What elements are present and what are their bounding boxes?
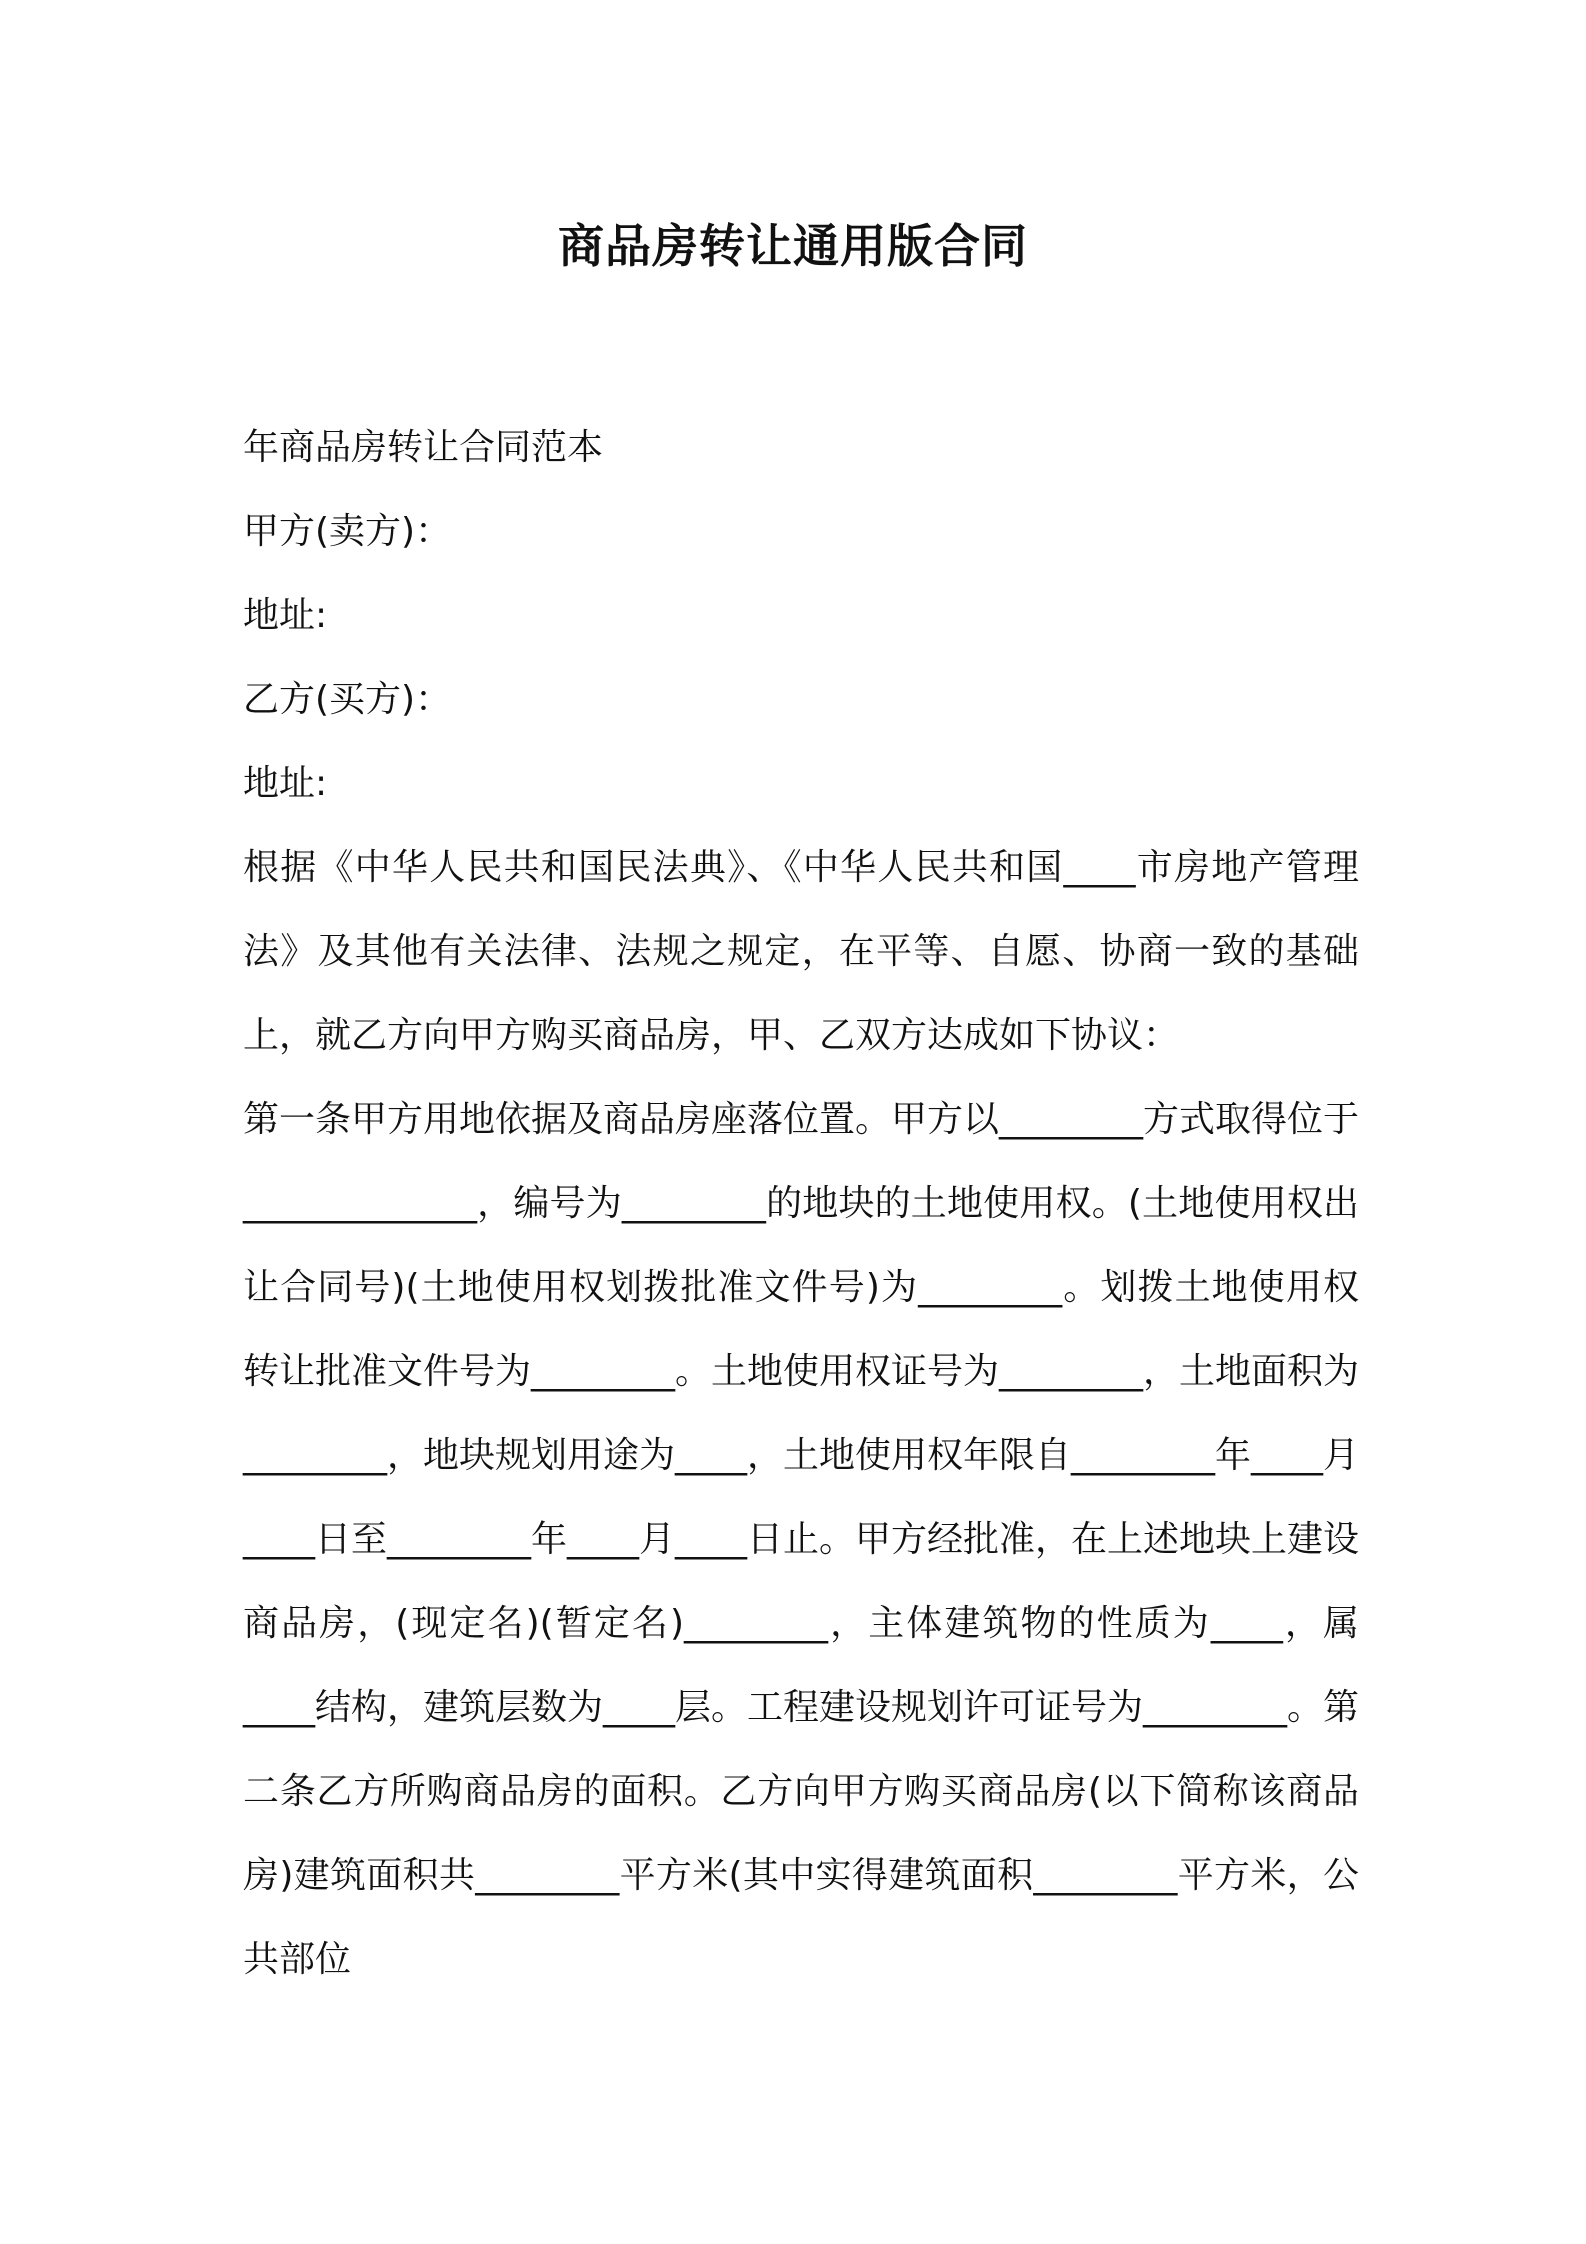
- preamble-paragraph: 根据《中华人民共和国民法典》、《中华人民共和国____市房地产管理法》及其他有关法律、法规之规定，在平等、自愿、协商一致的基础上，就乙方向甲方购买商品房，甲、乙双方达成如下协议：: [243, 847, 1359, 1056]
- party-a-label: 甲方(卖方)：: [243, 511, 452, 552]
- contract-subtitle: 年商品房转让合同范本: [243, 427, 604, 468]
- party-a-address-label: 地址:: [243, 595, 328, 636]
- document-body: [243, 406, 1359, 2002]
- article-1-paragraph: 第一条甲方用地依据及商品房座落位置。甲方以________方式取得位于_____________，编号为________的地块的土地使用权。(土地使用权出让合同号)(土地使用权划拨批准文件号)为________。划拨土地使用权转让批准文件号为________。土地使用权证号为________，土地面积为________，地块规划用途为____，土地使用权年限自________年____月____日至________年____月____日止。甲方经批准，在上述地块上建设商品房，(现定名)(暂定名)________，主体建筑物的性质为____，属____结构，建筑层数为____层。工程建设规划许可证号为________。第二条乙方所购商品房的面积。乙方向甲方购买商品房(以下简称该商品房)建筑面积共________平方米(其中实得建筑面积________平方米，公共部位: [243, 1099, 1360, 1980]
- party-b-label: 乙方(买方)：: [243, 679, 452, 720]
- party-b-address-label: 地址:: [243, 763, 328, 804]
- document-title: 商品房转让通用版合同: [558, 219, 1028, 273]
